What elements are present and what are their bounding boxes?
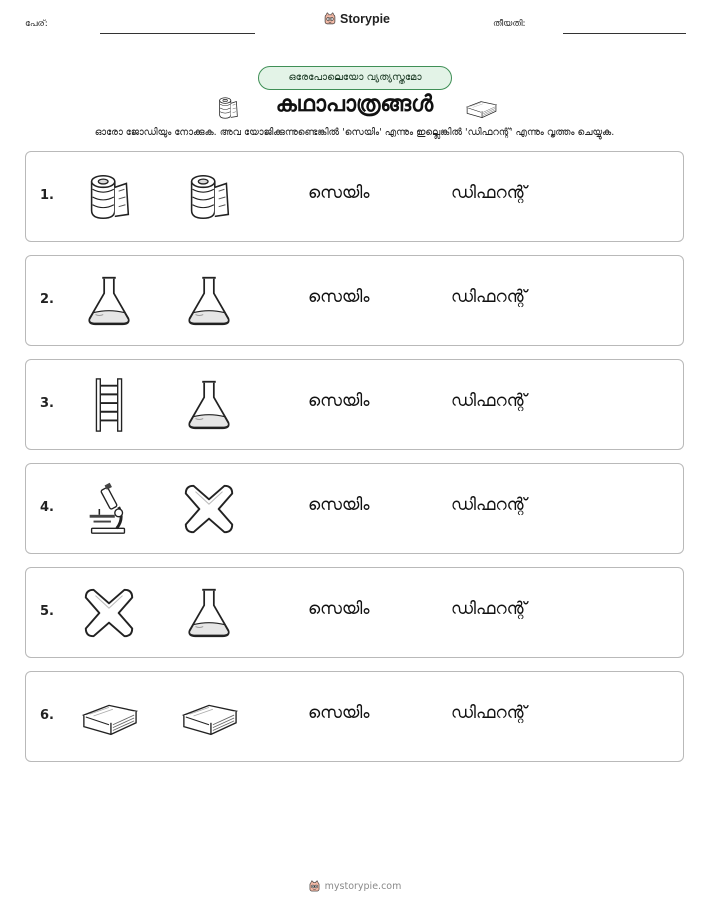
tape-roll-icon (180, 168, 238, 226)
different-option[interactable]: ഡിഫറന്റ് (451, 391, 527, 411)
different-option[interactable]: ഡിഫറന്റ് (451, 183, 527, 203)
tape-roll-icon (214, 94, 242, 122)
date-label: തീയതി: (493, 19, 526, 29)
question-card-1 (25, 151, 684, 242)
category-tag: ഒരേപോലെയോ വ്യത്യസ്തമോ (258, 66, 452, 90)
mascot-icon (308, 880, 321, 893)
microscope-icon (80, 480, 138, 538)
book-icon (80, 688, 138, 746)
same-option[interactable]: സെയിം (308, 287, 370, 307)
same-option[interactable]: സെയിം (308, 391, 370, 411)
book-icon (463, 92, 499, 124)
question-card-2 (25, 255, 684, 346)
question-card-6 (25, 671, 684, 762)
question-number: 4. (40, 500, 54, 515)
different-option[interactable]: ഡിഫറന്റ് (451, 703, 527, 723)
footer (0, 880, 709, 893)
different-option[interactable]: ഡിഫറന്റ് (451, 599, 527, 619)
flask-icon (180, 376, 238, 434)
x-mark-icon (180, 480, 238, 538)
storypie-logo (323, 12, 390, 26)
question-number: 3. (40, 396, 54, 411)
question-number: 1. (40, 188, 54, 203)
x-mark-icon (80, 584, 138, 642)
different-option[interactable]: ഡിഫറന്റ് (451, 287, 527, 307)
question-number: 5. (40, 604, 54, 619)
flask-icon (80, 272, 138, 330)
instruction-text: ഓരോ ജോഡിയും നോക്കുക. അവ യോജിക്കുന്നുണ്ടെങ്കിൽ 'സെയിം' എന്നും ഇല്ലെങ്കിൽ 'ഡിഫറന്റ്' എന്നും വൃത്തം ചെയ്യുക. (94, 127, 615, 138)
book-icon (180, 688, 238, 746)
footer-site[interactable]: mystorypie.com (324, 881, 402, 892)
name-label: പേര്: (25, 19, 48, 29)
name-line[interactable] (100, 33, 255, 34)
brand-name: Storypie (340, 12, 391, 26)
same-option[interactable]: സെയിം (308, 495, 370, 515)
flask-icon (180, 584, 238, 642)
page-title: കഥാപാത്രങ്ങൾ (275, 92, 434, 117)
ladder-icon (80, 376, 138, 434)
same-option[interactable]: സെയിം (308, 703, 370, 723)
same-option[interactable]: സെയിം (308, 183, 370, 203)
question-number: 2. (40, 292, 54, 307)
title-row (0, 90, 709, 124)
question-card-5 (25, 567, 684, 658)
question-number: 6. (40, 708, 54, 723)
tape-roll-icon (80, 168, 138, 226)
question-card-3 (25, 359, 684, 450)
mascot-icon (323, 12, 337, 26)
question-card-4 (25, 463, 684, 554)
same-option[interactable]: സെയിം (308, 599, 370, 619)
different-option[interactable]: ഡിഫറന്റ് (451, 495, 527, 515)
date-line[interactable] (563, 33, 686, 34)
flask-icon (180, 272, 238, 330)
